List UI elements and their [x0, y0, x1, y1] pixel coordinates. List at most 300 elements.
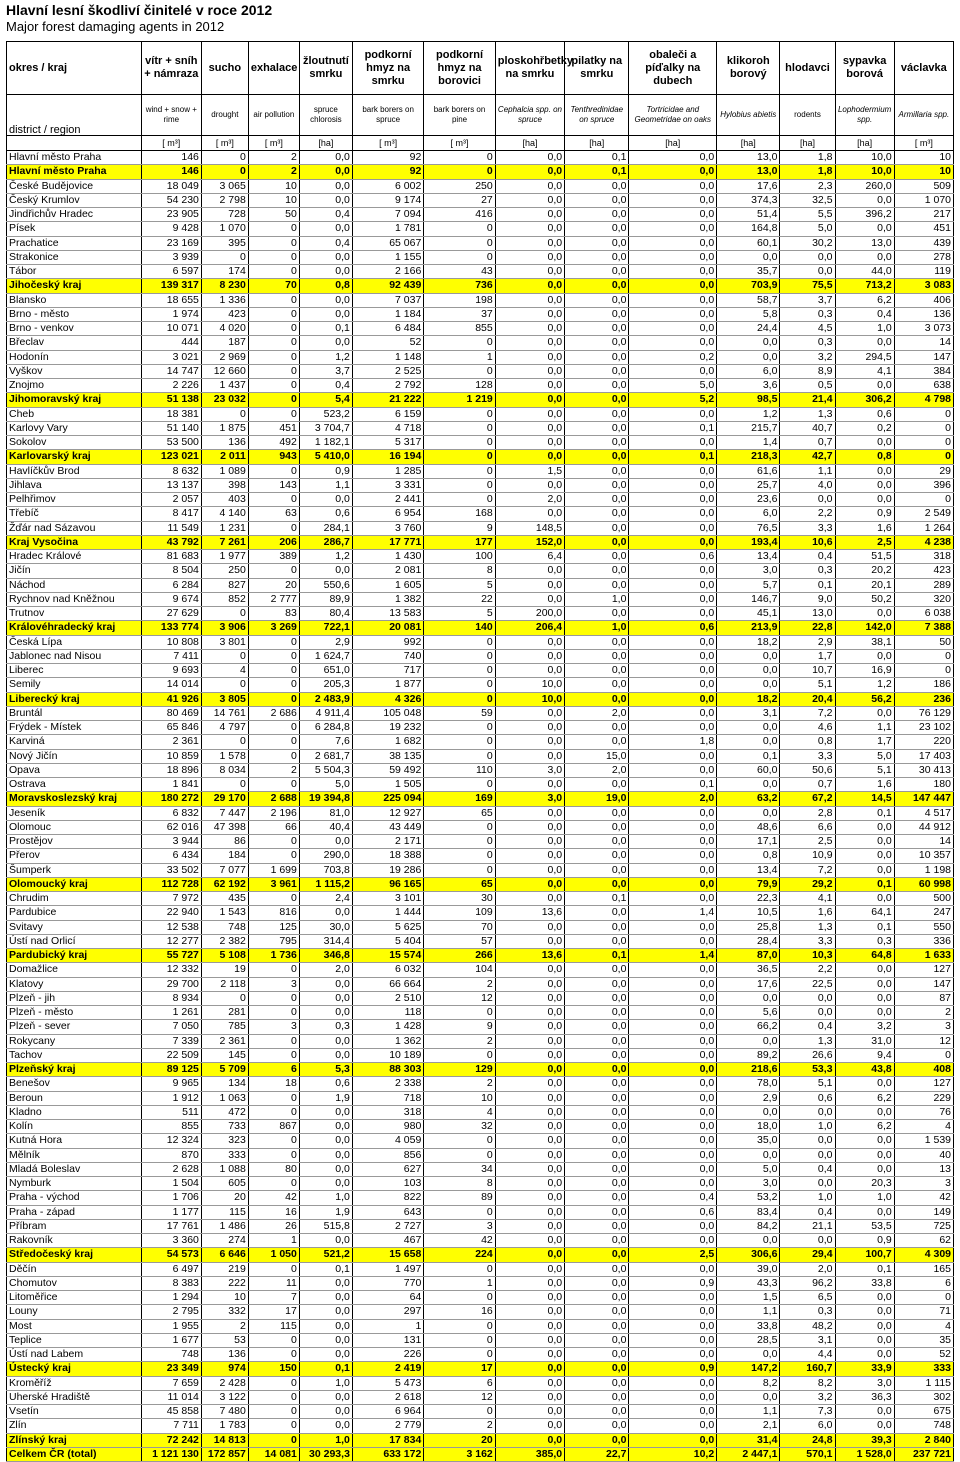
table-cell: 0,0	[495, 250, 564, 264]
table-cell: 23,6	[717, 493, 780, 507]
table-cell: 0	[248, 350, 299, 364]
table-cell: 266	[424, 949, 495, 963]
table-cell: 38 135	[352, 749, 423, 763]
row-label: Praha - východ	[7, 1191, 142, 1205]
table-cell: 7 659	[141, 1376, 201, 1390]
table-cell: 0,0	[299, 265, 352, 279]
table-cell: 0	[201, 165, 248, 179]
table-cell: 0,0	[495, 1405, 564, 1419]
table-cell: 8 383	[141, 1276, 201, 1290]
table-cell: 0,0	[299, 991, 352, 1005]
table-cell: 0,0	[495, 1291, 564, 1305]
col-header-en: drought	[201, 95, 248, 136]
table-cell: 0,4	[299, 379, 352, 393]
table-cell: 0,0	[565, 493, 629, 507]
table-row	[7, 336, 954, 350]
table-cell: 0,0	[835, 1319, 894, 1333]
table-cell: 0,0	[495, 336, 564, 350]
table-cell: 66,2	[717, 1020, 780, 1034]
table-cell: 71	[894, 1305, 953, 1319]
table-cell: 22,3	[717, 892, 780, 906]
table-cell: 1 841	[141, 778, 201, 792]
table-cell: 2,5	[835, 535, 894, 549]
table-cell: 0,0	[299, 835, 352, 849]
table-cell: 3,0	[495, 763, 564, 777]
table-cell: 0,0	[565, 877, 629, 891]
table-cell: 136	[201, 436, 248, 450]
table-cell: 0,0	[835, 649, 894, 663]
table-cell: 28,5	[717, 1333, 780, 1347]
table-cell: 10	[894, 165, 953, 179]
table-cell: 0,0	[565, 778, 629, 792]
table-cell: 92	[352, 151, 423, 165]
table-cell: 1	[424, 1276, 495, 1290]
table-cell: 0,0	[835, 493, 894, 507]
table-cell: 0,0	[629, 236, 717, 250]
region-total-row	[7, 877, 954, 891]
table-cell: 88 303	[352, 1063, 423, 1077]
table-row	[7, 236, 954, 250]
table-cell: 62 192	[201, 877, 248, 891]
table-cell: 20	[201, 1191, 248, 1205]
table-cell: 0,0	[629, 1348, 717, 1362]
table-cell: 12 324	[141, 1134, 201, 1148]
table-cell: 3,1	[780, 1333, 835, 1347]
table-cell: 64	[352, 1291, 423, 1305]
table-cell: 10,9	[780, 849, 835, 863]
table-cell: 100	[424, 550, 495, 564]
table-cell: 0,0	[629, 1333, 717, 1347]
table-cell: 1,0	[299, 1376, 352, 1390]
row-label: Chrudim	[7, 892, 142, 906]
table-cell: 0,0	[565, 350, 629, 364]
table-cell: 2	[248, 151, 299, 165]
table-cell: 5 410,0	[299, 450, 352, 464]
table-cell: 4,0	[780, 478, 835, 492]
table-cell: 2,0	[565, 706, 629, 720]
table-cell: 0,0	[565, 208, 629, 222]
table-cell: 0,0	[299, 493, 352, 507]
table-cell: 4 059	[352, 1134, 423, 1148]
table-cell: 0	[424, 692, 495, 706]
row-label: České Budějovice	[7, 179, 142, 193]
table-cell: 0,0	[629, 963, 717, 977]
table-cell: 1 231	[201, 521, 248, 535]
row-label: Domažlice	[7, 963, 142, 977]
table-cell: 13 583	[352, 607, 423, 621]
table-cell: 0,0	[835, 478, 894, 492]
table-cell: 29 170	[201, 792, 248, 806]
table-cell: 13,0	[717, 151, 780, 165]
table-cell: 250	[201, 564, 248, 578]
table-cell: 286,7	[299, 535, 352, 549]
table-cell: 2,0	[495, 493, 564, 507]
region-total-row	[7, 692, 954, 706]
table-cell: 0	[248, 322, 299, 336]
table-cell: 6,2	[835, 293, 894, 307]
table-cell: 0,0	[565, 1234, 629, 1248]
table-cell: 0,0	[495, 877, 564, 891]
table-row	[7, 1020, 954, 1034]
table-cell: 164,8	[717, 222, 780, 236]
table-cell: 492	[248, 436, 299, 450]
table-cell: 0,0	[717, 721, 780, 735]
table-cell: 306,2	[835, 393, 894, 407]
table-cell: 3,3	[780, 521, 835, 535]
row-label: Semily	[7, 678, 142, 692]
table-cell: 8 230	[201, 279, 248, 293]
table-cell: 0	[248, 1419, 299, 1433]
page-subtitle: Major forest damaging agents in 2012	[6, 19, 225, 34]
table-cell: 1 875	[201, 421, 248, 435]
table-cell: 0	[424, 664, 495, 678]
row-label: Sokolov	[7, 436, 142, 450]
table-cell: 0	[248, 963, 299, 977]
table-cell: 0	[248, 991, 299, 1005]
table-cell: 4 718	[352, 421, 423, 435]
table-cell: 511	[141, 1105, 201, 1119]
table-cell: 0,0	[717, 250, 780, 264]
table-cell: 0,0	[835, 1162, 894, 1176]
table-cell: 220	[894, 735, 953, 749]
table-cell: 0,0	[835, 222, 894, 236]
table-cell: 40	[894, 1148, 953, 1162]
table-cell: 306,6	[717, 1248, 780, 1262]
table-cell: 1 699	[248, 863, 299, 877]
table-cell: 2 686	[248, 706, 299, 720]
table-cell: 17,1	[717, 835, 780, 849]
table-cell: 5,0	[299, 778, 352, 792]
table-cell: 104	[424, 963, 495, 977]
table-cell: 20,1	[835, 578, 894, 592]
table-cell: 0	[248, 692, 299, 706]
table-cell: 0,0	[835, 1205, 894, 1219]
table-cell: 2 166	[352, 265, 423, 279]
table-cell: 0	[424, 493, 495, 507]
table-cell: 2,4	[299, 892, 352, 906]
table-cell: 6 497	[141, 1262, 201, 1276]
table-cell: 32	[424, 1120, 495, 1134]
table-cell: 16	[248, 1205, 299, 1219]
table-cell: 0,0	[565, 1120, 629, 1134]
table-cell: 274	[201, 1234, 248, 1248]
table-cell: 4	[894, 1319, 953, 1333]
table-cell: 0	[424, 236, 495, 250]
region-total-row	[7, 792, 954, 806]
table-cell: 35	[894, 1333, 953, 1347]
row-label: Liberecký kraj	[7, 692, 142, 706]
table-cell: 0	[248, 635, 299, 649]
table-cell: 748	[141, 1348, 201, 1362]
table-cell: 3,0	[835, 1376, 894, 1390]
table-cell: 0,0	[629, 493, 717, 507]
table-cell: 0,0	[565, 863, 629, 877]
table-cell: 2 549	[894, 507, 953, 521]
table-cell: 515,8	[299, 1219, 352, 1233]
table-cell: 21 222	[352, 393, 423, 407]
table-cell: 0,0	[495, 151, 564, 165]
table-cell: 0,0	[629, 193, 717, 207]
table-cell: 20,3	[835, 1177, 894, 1191]
table-cell: 651,0	[299, 664, 352, 678]
table-cell: 0,0	[835, 607, 894, 621]
table-cell: 1,8	[780, 165, 835, 179]
row-label: Děčín	[7, 1262, 142, 1276]
table-cell: 1,6	[835, 778, 894, 792]
table-cell: 451	[894, 222, 953, 236]
table-cell: 0	[201, 607, 248, 621]
table-cell: 0,0	[629, 564, 717, 578]
table-cell: 0,0	[495, 1248, 564, 1262]
table-cell: 4 911,4	[299, 706, 352, 720]
table-cell: 827	[201, 578, 248, 592]
table-cell: 146	[141, 165, 201, 179]
table-cell: 0,0	[495, 478, 564, 492]
table-cell: 13,0	[717, 165, 780, 179]
table-cell: 6,5	[780, 1291, 835, 1305]
table-cell: 0,0	[495, 592, 564, 606]
table-cell: 180	[894, 778, 953, 792]
row-label: Znojmo	[7, 379, 142, 393]
table-cell: 633 172	[352, 1447, 423, 1461]
table-row	[7, 977, 954, 991]
col-header-unit: [ m³]	[248, 136, 299, 151]
table-cell: 0	[424, 436, 495, 450]
table-cell: 0,4	[780, 1020, 835, 1034]
table-cell: 0,0	[565, 478, 629, 492]
table-cell: 0,1	[835, 920, 894, 934]
table-cell: 0,0	[835, 1419, 894, 1433]
page-title: Hlavní lesní škodliví činitelé v roce 2012	[6, 2, 273, 18]
table-cell: 0,4	[299, 208, 352, 222]
table-cell: 0,3	[780, 564, 835, 578]
table-cell: 0,6	[629, 621, 717, 635]
table-cell: 0,0	[629, 1162, 717, 1176]
table-row	[7, 592, 954, 606]
table-cell: 0,0	[495, 350, 564, 364]
table-cell: 0,0	[495, 1390, 564, 1404]
table-cell: 0,0	[717, 1348, 780, 1362]
table-cell: 0,0	[629, 407, 717, 421]
row-label: Trutnov	[7, 607, 142, 621]
table-cell: 6 484	[352, 322, 423, 336]
table-cell: 3,7	[299, 364, 352, 378]
table-cell: 147	[894, 350, 953, 364]
table-cell: 5 504,3	[299, 763, 352, 777]
table-cell: 0,0	[565, 1305, 629, 1319]
table-cell: 1,0	[780, 1120, 835, 1134]
table-cell: 96,2	[780, 1276, 835, 1290]
table-cell: 1 528,0	[835, 1447, 894, 1461]
table-cell: 0,0	[629, 521, 717, 535]
table-cell: 725	[894, 1219, 953, 1233]
table-cell: 30,2	[780, 236, 835, 250]
col-header-cz: obaleči a píďalky na dubech	[629, 42, 717, 95]
table-cell: 0,6	[629, 1205, 717, 1219]
table-cell: 7,3	[780, 1405, 835, 1419]
table-cell: 1 148	[352, 350, 423, 364]
table-cell: 0	[424, 721, 495, 735]
table-cell: 0,0	[565, 265, 629, 279]
table-cell: 435	[201, 892, 248, 906]
table-cell: 290,0	[299, 849, 352, 863]
table-cell: 0,0	[565, 379, 629, 393]
table-cell: 627	[352, 1162, 423, 1176]
table-cell: 98,5	[717, 393, 780, 407]
row-label: Pardubický kraj	[7, 949, 142, 963]
row-label: Celkem ČR (total)	[7, 1447, 142, 1461]
row-label: Tábor	[7, 265, 142, 279]
table-cell: 0,0	[565, 1191, 629, 1205]
table-cell: 0,0	[495, 1091, 564, 1105]
table-cell: 51 140	[141, 421, 201, 435]
table-cell: 0,0	[565, 963, 629, 977]
table-cell: 3	[248, 977, 299, 991]
table-cell: 2,5	[629, 1248, 717, 1262]
table-cell: 2 840	[894, 1433, 953, 1447]
table-cell: 9,0	[780, 592, 835, 606]
table-cell: 0	[424, 1333, 495, 1347]
table-cell: 0	[424, 336, 495, 350]
table-cell: 11 014	[141, 1390, 201, 1404]
row-label: Karviná	[7, 735, 142, 749]
table-cell: 0,0	[299, 293, 352, 307]
row-label: Rokycany	[7, 1034, 142, 1048]
col-header-unit: [ha]	[835, 136, 894, 151]
table-cell: 0	[248, 1376, 299, 1390]
table-cell: 13,6	[495, 949, 564, 963]
table-cell: 31,4	[717, 1433, 780, 1447]
table-cell: 21,1	[780, 1219, 835, 1233]
table-cell: 1 285	[352, 464, 423, 478]
table-cell: 23 349	[141, 1362, 201, 1376]
table-cell: 0,0	[629, 1134, 717, 1148]
table-cell: 0	[248, 307, 299, 321]
col-header-en: Lophodermium spp.	[835, 95, 894, 136]
table-cell: 0	[424, 165, 495, 179]
table-cell: 713,2	[835, 279, 894, 293]
table-cell: 0,0	[717, 1148, 780, 1162]
table-cell: 0,0	[835, 849, 894, 863]
table-body	[7, 151, 954, 1462]
table-cell: 10,0	[835, 151, 894, 165]
table-cell: 80	[248, 1162, 299, 1176]
table-cell: 250	[424, 179, 495, 193]
table-cell: 0,0	[780, 1148, 835, 1162]
table-cell: 92 439	[352, 279, 423, 293]
table-cell: 0,0	[629, 1063, 717, 1077]
row-label: Ostrava	[7, 778, 142, 792]
table-cell: 2	[424, 1419, 495, 1433]
table-cell: 237 721	[894, 1447, 953, 1461]
row-label: Hodonín	[7, 350, 142, 364]
table-cell: 172 857	[201, 1447, 248, 1461]
table-cell: 0	[894, 407, 953, 421]
table-cell: 7,2	[780, 863, 835, 877]
table-cell: 83,4	[717, 1205, 780, 1219]
region-total-row	[7, 535, 954, 549]
table-cell: 0,1	[835, 806, 894, 820]
table-cell: 0,0	[299, 1162, 352, 1176]
table-cell: 3	[248, 1020, 299, 1034]
table-cell: 0,0	[565, 279, 629, 293]
table-cell: 7	[248, 1291, 299, 1305]
table-cell: 18 381	[141, 407, 201, 421]
table-cell: 2,1	[717, 1419, 780, 1433]
table-cell: 21,4	[780, 393, 835, 407]
table-cell: 17 761	[141, 1219, 201, 1233]
col-header-cz: pilatky na smrku	[565, 42, 629, 95]
table-cell: 0,3	[780, 307, 835, 321]
table-row	[7, 1191, 954, 1205]
table-cell: 4,1	[835, 364, 894, 378]
table-cell: 143	[248, 478, 299, 492]
table-cell: 0,0	[495, 507, 564, 521]
table-cell: 65	[424, 877, 495, 891]
row-label: Rakovník	[7, 1234, 142, 1248]
header-row-czech	[7, 42, 954, 95]
col-header-unit: [ m³]	[201, 136, 248, 151]
table-cell: 198	[424, 293, 495, 307]
table-row	[7, 1148, 954, 1162]
table-cell: 0,0	[565, 407, 629, 421]
table-cell: 89 125	[141, 1063, 201, 1077]
table-cell: 3,2	[780, 1390, 835, 1404]
table-cell: 0,0	[717, 991, 780, 1005]
table-row	[7, 464, 954, 478]
table-cell: 4,1	[780, 892, 835, 906]
table-row	[7, 436, 954, 450]
table-cell: 2,9	[299, 635, 352, 649]
table-cell: 0,9	[629, 1362, 717, 1376]
table-cell: 0,0	[565, 193, 629, 207]
table-cell: 1 781	[352, 222, 423, 236]
table-cell: 0,0	[495, 407, 564, 421]
table-cell: 0	[424, 407, 495, 421]
table-cell: 42,7	[780, 450, 835, 464]
table-cell: 1,6	[835, 521, 894, 535]
table-cell: 2	[424, 1077, 495, 1091]
table-cell: 6	[248, 1063, 299, 1077]
row-label: Louny	[7, 1305, 142, 1319]
table-cell: 18,2	[717, 635, 780, 649]
table-cell: 224	[424, 1248, 495, 1262]
table-cell: 0,3	[299, 1020, 352, 1034]
table-cell: 2,0	[629, 792, 717, 806]
table-cell: 6 002	[352, 179, 423, 193]
table-cell: 10	[248, 193, 299, 207]
row-label: Ústí nad Labem	[7, 1348, 142, 1362]
col-header-cz: žloutnutí smrku	[299, 42, 352, 95]
table-cell: 0,0	[835, 1291, 894, 1305]
table-row	[7, 1291, 954, 1305]
table-cell: 5,0	[835, 749, 894, 763]
table-cell: 0,0	[780, 1006, 835, 1020]
table-cell: 14 014	[141, 678, 201, 692]
table-cell: 1 155	[352, 250, 423, 264]
table-cell: 0,0	[717, 350, 780, 364]
table-cell: 133 774	[141, 621, 201, 635]
table-row	[7, 1105, 954, 1119]
table-cell: 92	[352, 165, 423, 179]
table-cell: 8 034	[201, 763, 248, 777]
table-cell: 9 428	[141, 222, 201, 236]
table-cell: 0,0	[629, 1419, 717, 1433]
table-cell: 0,0	[629, 250, 717, 264]
table-cell: 0,0	[629, 151, 717, 165]
table-cell: 0	[201, 151, 248, 165]
table-cell: 0,1	[629, 778, 717, 792]
